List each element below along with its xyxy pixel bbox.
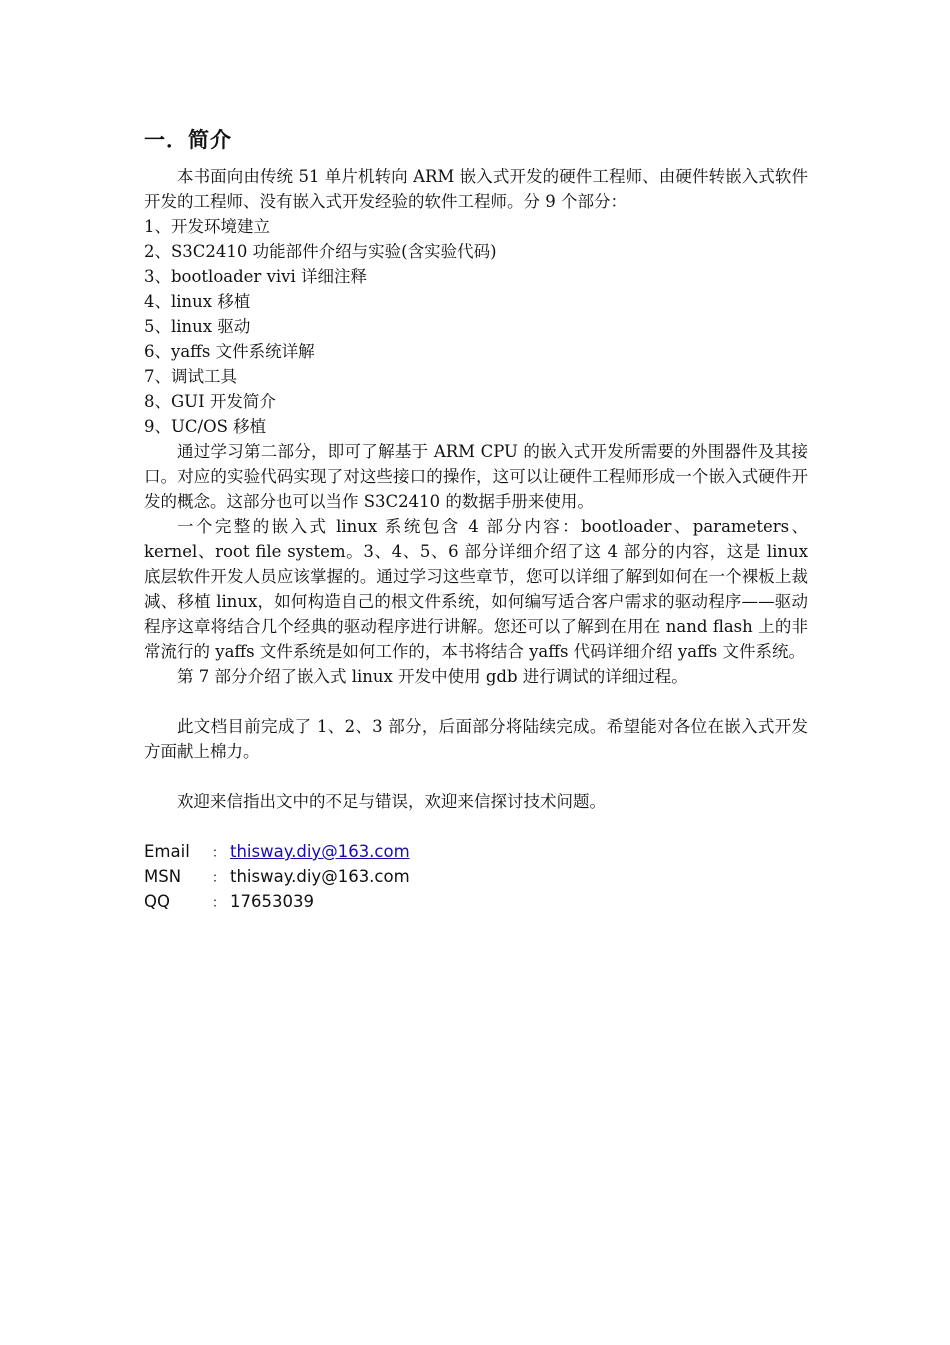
document-page — [144, 126, 808, 914]
spacer — [144, 689, 808, 714]
welcome-paragraph: 欢迎来信指出文中的不足与错误，欢迎来信探讨技术问题。 — [177, 792, 606, 811]
msn-label: MSN — [144, 867, 182, 886]
hardware-paragraph: 通过学习第二部分，即可了解基于 ARM CPU 的嵌入式开发所需要的外围器件及其接口。对应的实验代码实现了对这些接口的操作，这可以让硬件工程师形成一个嵌入式硬件开发的概念。这部分也可以当作 S3C2410 的数据手册来使用。 — [144, 442, 808, 511]
qq-label: QQ — [144, 892, 170, 911]
email-label: Email — [144, 842, 190, 861]
status-paragraph: 此文档目前完成了 1、2、3 部分，后面部分将陆续完成。希望能对各位在嵌入式开发方面献上棉力。 — [144, 717, 808, 761]
linux-system-paragraph: 一个完整的嵌入式 linux 系统包含 4 部分内容：bootloader、parameters、kernel、root file system。3、4、5、6 部分详细介绍了这 4 部分的内容，这是 linux 底层软件开发人员应该掌握的。通过学习这些章节，您可以详细了解到如何在一个裸板上裁减、移植 linux，如何构造自己的根文件系统，如何编写适合客户需求的驱动程序——驱动程序这章将结合几个经典的驱动程序进行讲解。您还可以了解到在用在 nand flash 上的非常流行的 yaffs 文件系统是如何工作的，本书将结合 yaffs 代码详细介绍 yaffs 文件系统。 — [144, 517, 808, 661]
msn-separator: ： — [212, 871, 226, 886]
list-item: 7、调试工具 — [144, 367, 237, 386]
contact-block — [144, 839, 808, 914]
list-item: 8、GUI 开发简介 — [144, 392, 276, 411]
msn-row — [144, 864, 808, 889]
list-item: 9、UC/OS 移植 — [144, 417, 267, 436]
email-link[interactable]: thisway.diy@163.com — [230, 842, 410, 861]
msn-value: thisway.diy@163.com — [230, 867, 410, 886]
qq-separator: ： — [212, 896, 226, 911]
qq-value: 17653039 — [230, 892, 314, 911]
list-item: 4、linux 移植 — [144, 292, 251, 311]
list-item: 6、yaffs 文件系统详解 — [144, 342, 315, 361]
parts-list — [144, 214, 808, 439]
debug-paragraph: 第 7 部分介绍了嵌入式 linux 开发中使用 gdb 进行调试的详细过程。 — [177, 667, 688, 686]
list-item: 1、开发环境建立 — [144, 217, 270, 236]
list-item: 5、linux 驱动 — [144, 317, 251, 336]
list-item: 2、S3C2410 功能部件介绍与实验(含实验代码) — [144, 242, 497, 261]
list-item: 3、bootloader vivi 详细注释 — [144, 267, 368, 286]
spacer — [144, 764, 808, 789]
section-heading: 一．简介 — [144, 127, 232, 152]
email-row — [144, 839, 808, 864]
intro-paragraph: 本书面向由传统 51 单片机转向 ARM 嵌入式开发的硬件工程师、由硬件转嵌入式软件开发的工程师、没有嵌入式开发经验的软件工程师。分 9 个部分： — [144, 167, 808, 211]
spacer — [144, 814, 808, 839]
email-separator: ： — [212, 846, 226, 861]
qq-row — [144, 889, 808, 914]
